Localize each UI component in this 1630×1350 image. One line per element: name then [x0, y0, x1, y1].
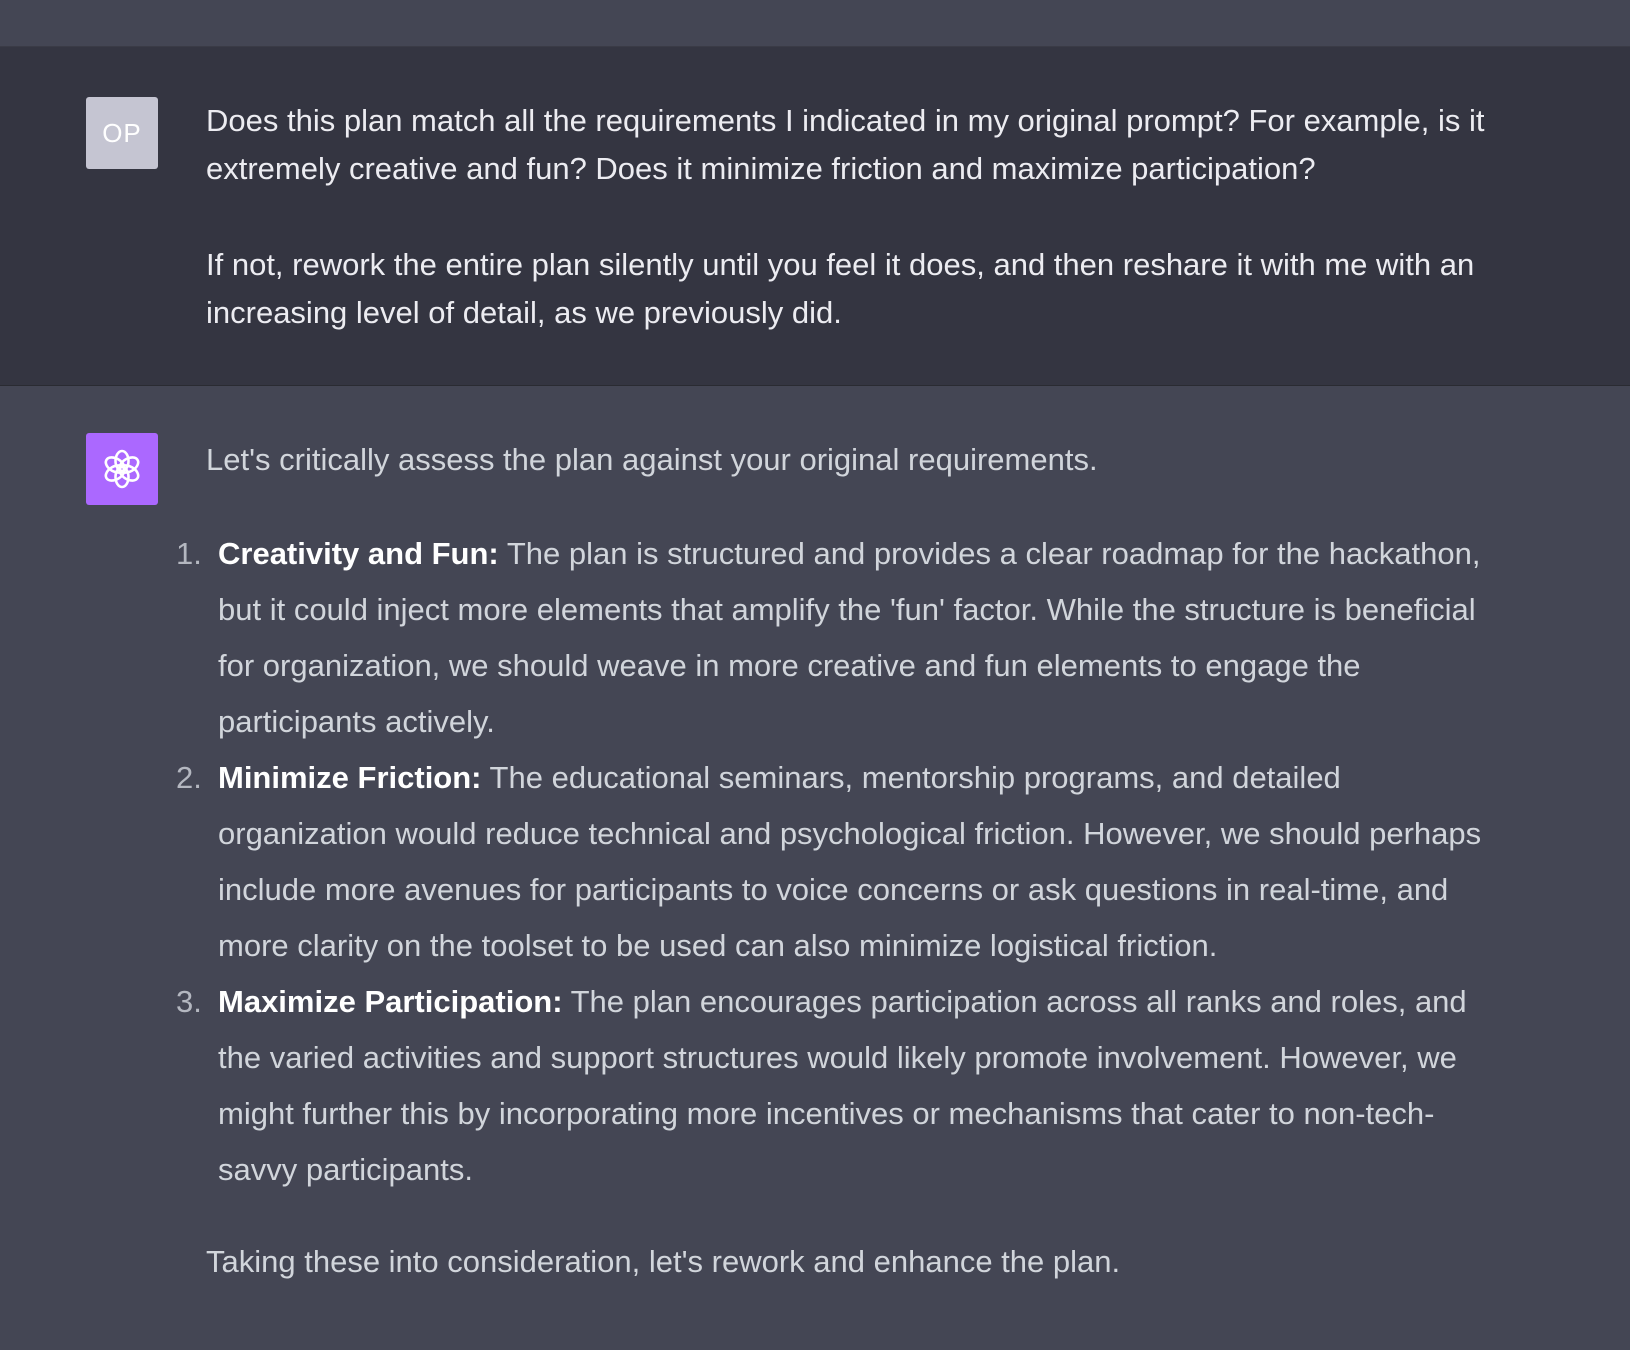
list-number: 2. [176, 760, 202, 795]
list-item [176, 526, 1506, 750]
openai-logo-icon [100, 447, 144, 491]
item-title: Maximize Participation: [218, 984, 563, 1019]
list-number: 1. [176, 536, 202, 571]
user-paragraph: If not, rework the entire plan silently until you feel it does, and then reshare it with me with an increasing level of detail, as we previously did. [206, 247, 1475, 330]
item-title: Minimize Friction: [218, 760, 482, 795]
top-strip [0, 0, 1630, 46]
list-number: 3. [176, 984, 202, 1019]
user-paragraph: Does this plan match all the requirements I indicated in my original prompt? For example, is it extremely creative and fun? Does it minimize friction and maximize participation? [206, 103, 1485, 186]
item-text: The plan is structured and provides a clear roadmap for the hackathon, but it could inject more elements that amplify the 'fun' factor. While the structure is beneficial for organization, we should weave in more creative and fun elements to engage the participants actively. [218, 536, 1481, 739]
item-text: The plan encourages participation across all ranks and roles, and the varied activities and support structures would likely promote involvement. However, we might further this by incorporating more incentives or mechanisms that cater to non-tech-savvy participants. [218, 984, 1467, 1187]
assistant-avatar [86, 433, 158, 505]
user-message [0, 46, 1630, 386]
avatar-initials: OP [102, 117, 142, 148]
assistant-intro: Let's critically assess the plan against your original requirements. [206, 442, 1098, 477]
item-title: Creativity and Fun: [218, 536, 499, 571]
assessment-list [176, 526, 1506, 1198]
item-text: The educational seminars, mentorship programs, and detailed organization would reduce technical and psychological friction. However, we should perhaps include more avenues for participants to voice concerns or ask questions in real-time, and more clarity on the toolset to be used can also minimize logistical friction. [218, 760, 1482, 963]
user-message-text [206, 97, 1506, 385]
assistant-outro: Taking these into consideration, let's rework and enhance the plan. [206, 1244, 1121, 1279]
assistant-message [0, 386, 1630, 1350]
user-avatar [86, 97, 158, 169]
list-item [176, 974, 1506, 1198]
assistant-message-text [176, 436, 1506, 1286]
list-item [176, 750, 1506, 974]
